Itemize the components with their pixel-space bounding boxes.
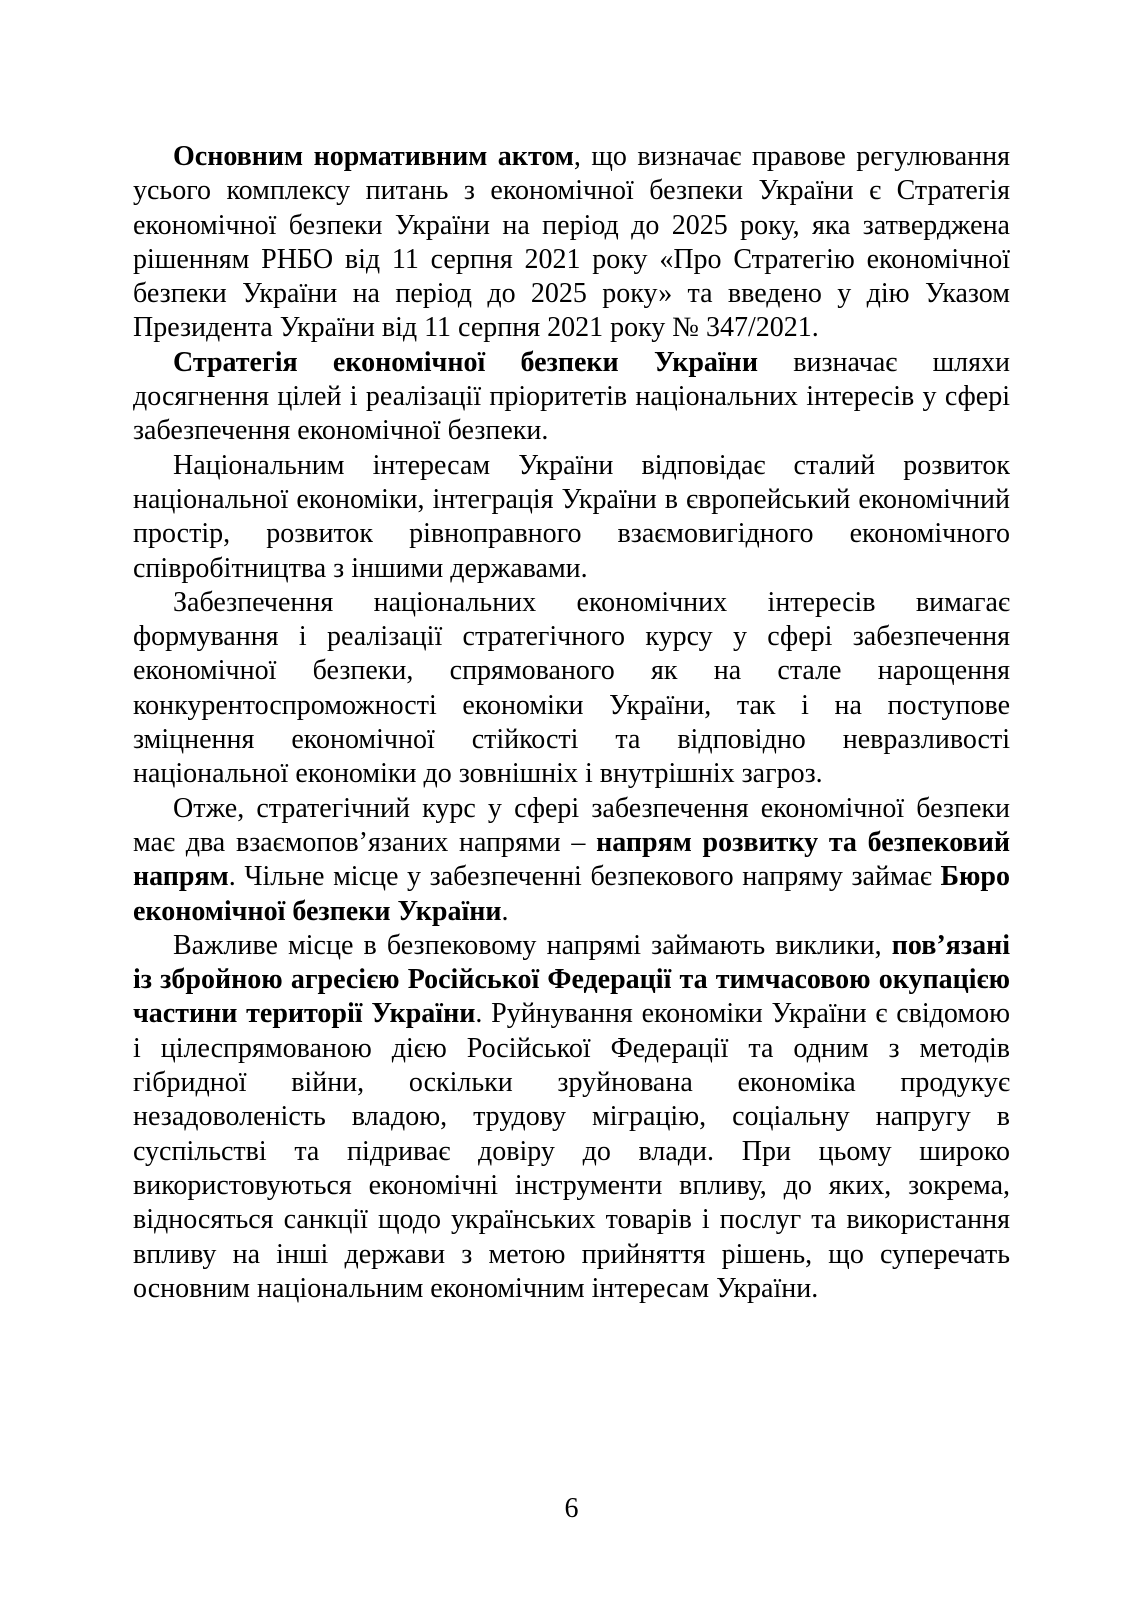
bold-text-run: Основним нормативним актом (173, 141, 574, 172)
paragraph (133, 586, 1010, 792)
bold-text-run: Стратегія економічної безпеки України (173, 346, 758, 378)
paragraph (133, 449, 1010, 586)
text-run: . Чільне місце у забезпеченні безпекового напряму займає (228, 861, 941, 893)
paragraph (133, 140, 1010, 346)
paragraph (133, 929, 1010, 1306)
page-number: 6 (564, 1493, 579, 1524)
paragraph (133, 346, 1010, 449)
text-run: визначає шляхи досягнення цілей і реалізації пріоритетів національних інтересів у сфері забезпечення економічної безпеки. (133, 346, 1010, 447)
body-text (133, 140, 1010, 1306)
paragraph (133, 792, 1010, 929)
text-run: . Руйнування економіки України є свідомою і цілеспрямованою дією Російської Федерації та одним з методів гібридної війни, оскільки зруйнована економіка продукує незадоволеність владою, трудову міграцію, соціальну напругу в суспільстві та підриває довіру до влади. При цьому широко використовуються економічні інструменти впливу, до яких, зокрема, відносяться санкції щодо українських товарів і послуг та використання впливу на інші держави з метою прийняття рішень, що суперечать основним національним економічним інтересам України. (133, 998, 1010, 1304)
bold-text-run: пов’язані із збройною агресією Російської Федерації та тимчасовою окупацією частини території України (133, 929, 1010, 1030)
text-run: Отже, стратегічний курс у сфері забезпечення економічної безпеки має два взаємопов’язаних напрями – (133, 792, 1010, 858)
bold-text-run: напрям розвитку та безпековий напрям (133, 826, 1010, 893)
text-run: . (501, 895, 509, 927)
text-run: , що визначає правове регулювання усього комплексу питань з економічної безпеки України є Стратегія економічної безпеки України на період до 2025 року, яка затверджена рішенням РНБО від 11 серпня 2021 року «Про Стратегію економічної безпеки України на період до 2025 року» та введено у дію Указом Президента України від 11 серпня 2021 року № 347/2021. (133, 141, 1010, 344)
bold-text-run: Бюро економічної безпеки України (133, 861, 1010, 927)
text-run: Забезпечення національних економічних інтересів вимагає формування і реалізації стратегічного курсу у сфері забезпечення економічної безпеки, спрямованого як на стале нарощення конкурентоспроможності економіки України, так і на поступове зміцнення економічної стійкості та відповідно невразливості національної економіки до зовнішніх і внутрішніх загроз. (133, 586, 1010, 790)
text-run: Національним інтересам України відповідає сталий розвиток національної економіки, інтеграція України в європейський економічний простір, розвиток рівноправного взаємовигідного економічного співробітництва з іншими державами. (133, 449, 1010, 584)
text-run: Важливе місце в безпековому напрямі займають виклики, (173, 929, 892, 961)
